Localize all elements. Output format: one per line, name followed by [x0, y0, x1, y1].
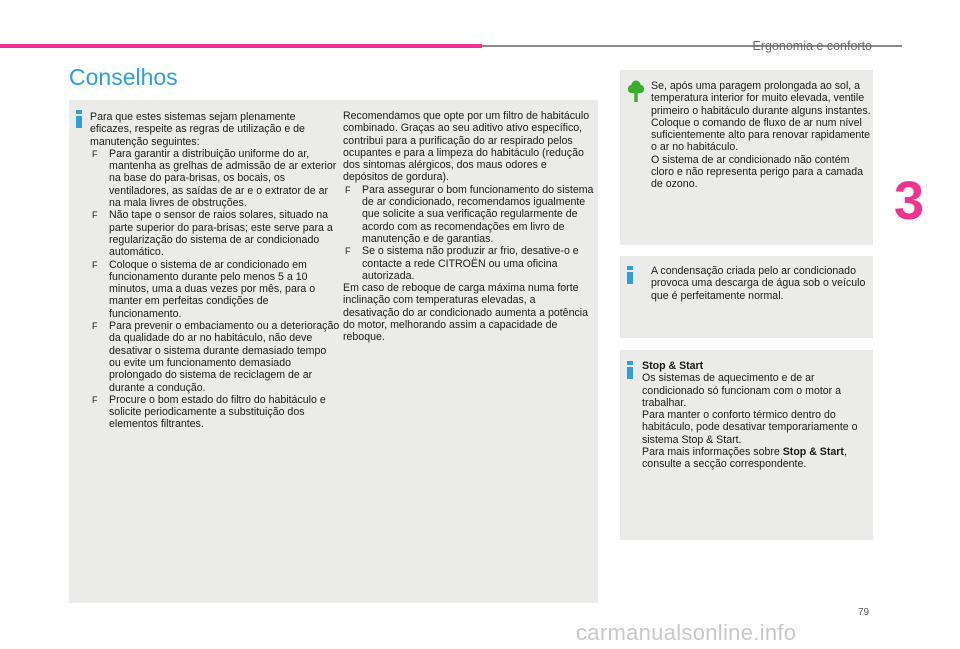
list-item: F Procure o bom estado do filtro do habitáculo e solicite periodicamente a substituição dos elementos filtrantes. — [92, 393, 326, 431]
bullet-marker: F — [92, 259, 98, 270]
info-icon — [627, 266, 633, 284]
list-item: F Para garantir a distribuição uniforme do ar, mantenha as grelhas de admissão de ar exterior na base do para-brisas, os bocais, os ventiladores, as saídas de ar e o extrator de ar na mala livres de obstruções. — [92, 147, 337, 210]
page-number: 79 — [858, 607, 870, 618]
eco-note-p2: Coloque o comando de fluxo de ar num nível suficientemente alto para renovar rapidamente o ar no habitáculo. — [651, 116, 871, 154]
stop-start-p3: Para mais informações sobre Stop & Start, consulte a secção correspondente. — [642, 446, 847, 471]
section-title: Conselhos — [69, 64, 178, 90]
chapter-title: Ergonomia e conforto — [752, 39, 872, 53]
chapter-number: 3 — [894, 171, 925, 231]
list-item: F Coloque o sistema de ar condicionado em funcionamento durante pelo menos 5 a 10 minutos, uma a duas vezes por mês, para o manter em perfeitas condições de funcionamento. — [92, 258, 316, 320]
stop-start-title: Stop & Start — [642, 360, 704, 372]
stop-start-text — [642, 360, 870, 471]
towing-paragraph: Em caso de reboque de carga máxima numa forte inclinação com temperaturas elevadas, a desativação do ar condicionado aumenta a potência do motor, melhorando assim a capacidade de reboque. — [343, 282, 589, 344]
bullet-marker: F — [92, 321, 98, 332]
eco-note-text — [651, 80, 871, 191]
eco-note-p3: O sistema de ar condicionado não contém cloro e não representa perigo para a camada de ozono. — [651, 153, 864, 191]
stop-start-p1: Os sistemas de aquecimento e de ar condicionado só funcionam com o motor a trabalhar. — [642, 372, 842, 409]
advice-column-1 — [90, 111, 340, 431]
info-icon — [76, 110, 82, 128]
eco-note-p1: Se, após uma paragem prolongada ao sol, a temperatura interior for muito elevada, ventile primeiro o habitáculo durante alguns instantes. — [651, 80, 871, 117]
list-item: F Para prevenir o embaciamento ou a deterioração da qualidade do ar no habitáculo, não deve desativar o sistema durante demasiado tempo ou evite um funcionamento demasiado prolongado do sistema de reciclagem de ar durante a condução. — [92, 320, 340, 394]
header-accent-bar — [0, 44, 482, 48]
bullet-marker: F — [345, 184, 351, 195]
list-item: F Não tape o sensor de raios solares, situado na parte superior do para-brisas; este serve para a regularização do sistema de ar condicionado automático. — [92, 209, 333, 259]
watermark: carmanualsonline.info — [576, 620, 797, 645]
advice-intro: Para que estes sistemas sejam plenamente eficazes, respeite as regras de utilização e de manutenção seguintes: — [90, 111, 305, 148]
list-item: F Se o sistema não produzir ar frio, desative-o e contacte a rede CITROËN ou uma oficina autorizada. — [345, 245, 579, 282]
list-item: F Para assegurar o bom funcionamento do sistema de ar condicionado, recomendamos igualmente que solicite a sua verificação regularmente de acordo com as recomendações em livro de manutenção e de garantias. — [345, 183, 594, 245]
info-icon — [627, 361, 633, 379]
bullet-marker: F — [92, 210, 98, 221]
bullet-marker: F — [92, 148, 98, 159]
condensation-text: A condensação criada pelo ar condicionado provoca uma descarga de água sob o veículo que é perfeitamente normal. — [651, 265, 866, 302]
bullet-marker: F — [92, 394, 98, 405]
bullet-marker: F — [345, 246, 351, 257]
tree-icon — [628, 80, 644, 102]
stop-start-p2: Para manter o conforto térmico dentro do habitáculo, pode desativar temporariamente o sistema Stop & Start. — [642, 409, 858, 446]
advice-column-2 — [343, 110, 595, 344]
filter-paragraph: Recomendamos que opte por um filtro de habitáculo combinado. Graças ao seu aditivo ativo específico, contribui para a purificação do ar respirado pelos ocupantes e para a limpeza do habitáculo (redução dos sintomas alérgicos, dos maus odores e depósitos de gordura). — [343, 110, 590, 184]
